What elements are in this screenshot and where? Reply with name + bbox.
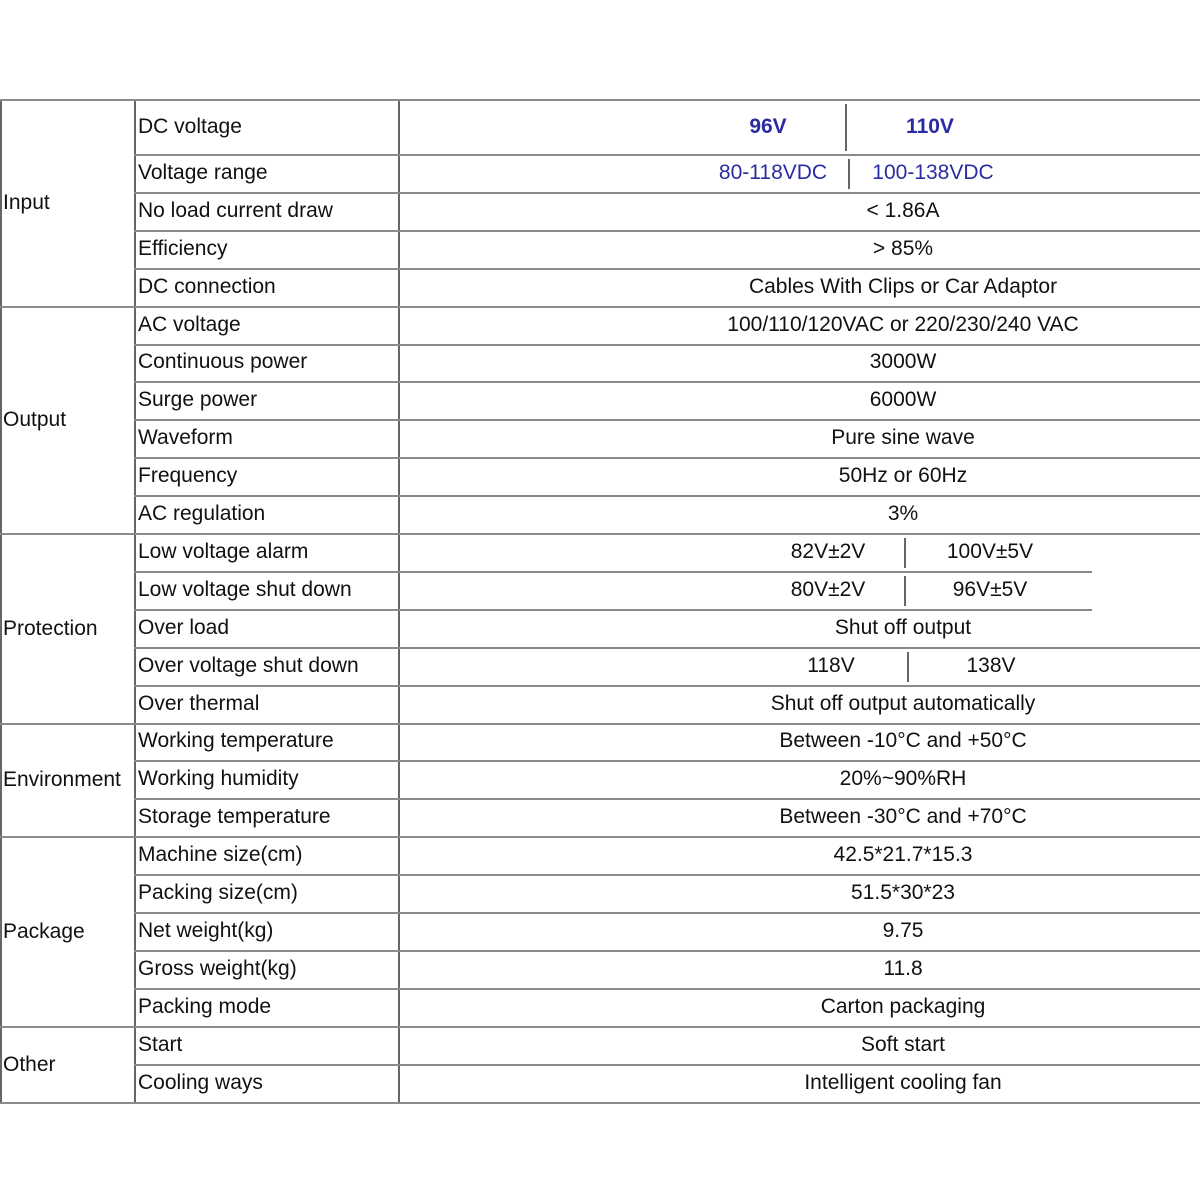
row-value: 80-118VDC: [718, 160, 828, 184]
row-value: 6000W: [869, 388, 937, 412]
row-value: > 85%: [872, 236, 934, 260]
row-label: Voltage range: [138, 160, 268, 184]
row-value: 3%: [887, 502, 919, 526]
row-label: Efficiency: [138, 236, 228, 260]
row-value: Shut off output automatically: [770, 691, 1036, 715]
category-label: Input: [3, 191, 50, 215]
row-label: Storage temperature: [138, 805, 331, 829]
row-label: DC voltage: [138, 114, 242, 138]
row-label: AC regulation: [138, 502, 266, 526]
row-value: 96V±5V: [952, 577, 1028, 601]
row-value: < 1.86A: [866, 198, 940, 222]
category-label: Package: [3, 919, 85, 943]
row-divider: [134, 419, 1200, 421]
row-label: Machine size(cm): [138, 843, 303, 867]
row-label: Over voltage shut down: [138, 653, 359, 677]
value-divider: [845, 104, 847, 151]
row-divider: [134, 950, 1200, 952]
row-label: Over load: [138, 615, 230, 639]
row-divider: [134, 381, 1200, 383]
row-divider: [134, 647, 1200, 649]
row-value: Carton packaging: [820, 994, 986, 1018]
row-value: 96V: [749, 114, 787, 138]
row-divider: [134, 723, 1200, 725]
row-value: 20%~90%RH: [839, 767, 967, 791]
row-divider: [134, 495, 1200, 497]
row-divider: [134, 912, 1200, 914]
value-divider: [848, 159, 850, 189]
row-label: Net weight(kg): [138, 918, 274, 942]
row-label: Frequency: [138, 464, 238, 488]
row-value: 100/110/120VAC or 220/230/240 VAC: [727, 312, 1079, 336]
row-divider: [134, 798, 1200, 800]
row-value: Cables With Clips or Car Adaptor: [748, 274, 1058, 298]
row-divider: [134, 344, 1200, 346]
column-divider: [0, 100, 2, 1103]
row-divider: [134, 609, 1092, 611]
row-label: Continuous power: [138, 350, 308, 374]
row-value: 42.5*21.7*15.3: [833, 843, 973, 867]
row-divider: [134, 685, 1200, 687]
category-label: Output: [3, 408, 67, 432]
row-value: 110V: [906, 114, 954, 138]
category-label: Protection: [3, 616, 98, 640]
row-divider: [0, 99, 1200, 101]
row-label: DC connection: [138, 274, 276, 298]
row-label: Gross weight(kg): [138, 956, 297, 980]
row-divider: [134, 874, 1200, 876]
row-label: Working temperature: [138, 729, 334, 753]
row-value: Pure sine wave: [831, 426, 975, 450]
row-label: Low voltage shut down: [138, 577, 352, 601]
row-divider: [134, 760, 1200, 762]
row-value: 100-138VDC: [872, 160, 994, 184]
category-label: Other: [3, 1052, 56, 1076]
value-divider: [904, 576, 906, 606]
value-divider: [904, 538, 906, 568]
row-value: 100V±5V: [946, 539, 1034, 563]
value-divider: [907, 652, 909, 682]
row-value: 11.8: [883, 956, 923, 980]
row-divider: [134, 192, 1200, 194]
row-label: Packing mode: [138, 994, 272, 1018]
row-label: Cooling ways: [138, 1070, 263, 1094]
row-value: 50Hz or 60Hz: [838, 464, 968, 488]
row-value: 82V±2V: [790, 539, 866, 563]
row-value: 51.5*30*23: [851, 881, 955, 905]
row-label: Start: [138, 1032, 183, 1056]
row-value: 118V: [807, 653, 855, 677]
row-value: Soft start: [860, 1032, 946, 1056]
row-value: Shut off output: [834, 615, 972, 639]
row-value: Between -10°C and +50°C: [779, 729, 1027, 753]
row-divider: [134, 154, 1200, 156]
row-divider: [134, 457, 1200, 459]
row-label: Waveform: [138, 426, 233, 450]
row-value: 9.75: [882, 918, 924, 942]
row-divider: [134, 1026, 1200, 1028]
row-value: 3000W: [869, 350, 937, 374]
row-label: Low voltage alarm: [138, 539, 309, 563]
row-value: 138V: [966, 653, 1016, 677]
row-divider: [134, 571, 1092, 573]
category-divider: [0, 1102, 1200, 1104]
row-divider: [134, 836, 1200, 838]
row-label: No load current draw: [138, 198, 333, 222]
category-label: Environment: [3, 768, 121, 792]
row-divider: [134, 230, 1200, 232]
row-divider: [134, 1064, 1200, 1066]
row-divider: [134, 268, 1200, 270]
row-divider: [134, 533, 1200, 535]
row-divider: [134, 306, 1200, 308]
row-label: Working humidity: [138, 767, 299, 791]
row-value: 80V±2V: [790, 577, 866, 601]
row-value: Between -30°C and +70°C: [779, 805, 1027, 829]
row-value: Intelligent cooling fan: [804, 1070, 1002, 1094]
column-divider: [134, 100, 136, 1103]
row-label: Over thermal: [138, 691, 260, 715]
column-divider: [398, 100, 400, 1103]
row-label: Surge power: [138, 388, 258, 412]
row-label: Packing size(cm): [138, 881, 298, 905]
row-divider: [134, 988, 1200, 990]
row-label: AC voltage: [138, 312, 241, 336]
